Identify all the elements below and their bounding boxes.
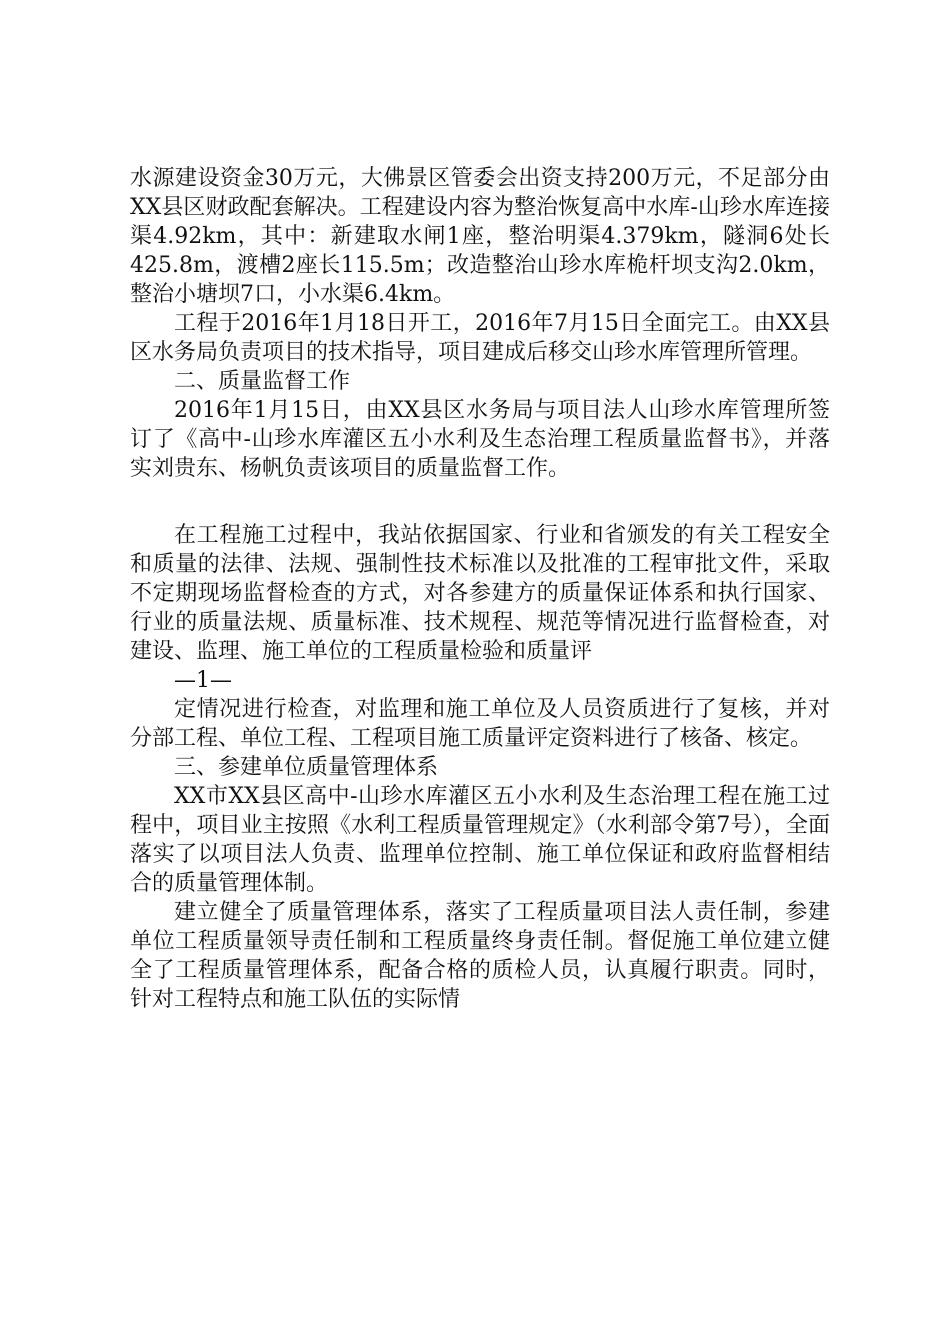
paragraph-management-regulation: XX市XX县区高中-山珍水库灌区五小水利及生态治理工程在施工过程中，项目业主按照《水利工程质量管理规定》（水利部令第7号），全面落实了以项目法人负责、监理单位控制、施工单位保证和政府监督相结合的质量管理体制。 bbox=[130, 784, 830, 896]
paragraph-funding: 水源建设资金30万元，大佛景区管委会出资支持200万元，不足部分由XX县区财政配套解决。工程建设内容为整治恢复高中水库-山珍水库连接渠4.92km，其中：新建取水闸1座，整治明渠4.379km，隧洞6处长425.8m，渡槽2座长115.5m；改造整治山珍水库桅杆坝支沟2.0km，整治小塘坝7口，小水渠6.4km。 bbox=[130, 166, 830, 307]
paragraph-responsibility-system: 建立健全了质量管理体系，落实了工程质量项目法人责任制，参建单位工程质量领导责任制和工程质量终身责任制。督促施工单位建立健全了工程质量管理体系，配备合格的质检人员，认真履行职责。同时，针对工程特点和施工队伍的实际情 bbox=[130, 900, 830, 1012]
section-heading-management-system: 三、参建单位质量管理体系 bbox=[174, 755, 439, 780]
paragraph-schedule: 工程于2016年1月18日开工，2016年7月15日全面完工。由XX县区水务局负责项目的技术指导，项目建成后移交山珍水库管理所管理。 bbox=[130, 311, 830, 365]
page-number: —1— bbox=[174, 668, 232, 693]
paragraph-supervision-agreement: 2016年1月15日，由XX县区水务局与项目法人山珍水库管理所签订了《高中-山珍水库灌区五小水利及生态治理工程质量监督书》，并落实刘贵东、杨帆负责该项目的质量监督工作。 bbox=[130, 398, 830, 481]
paragraph-gap bbox=[130, 483, 830, 521]
section-heading-quality-supervision: 二、质量监督工作 bbox=[174, 369, 351, 394]
paragraph-inspection: 在工程施工过程中，我站依据国家、行业和省颁发的有关工程安全和质量的法律、法规、强制性技术标准以及批准的工程审批文件，采取不定期现场监督检查的方式，对各参建方的质量保证体系和执行国家、行业的质量法规、质量标准、技术规程、规范等情况进行监督检查，对建设、监理、施工单位的工程质量检验和质量评 bbox=[130, 523, 830, 664]
paragraph-inspection-continued: 定情况进行检查，对监理和施工单位及人员资质进行了复核，并对分部工程、单位工程、工程项目施工质量评定资料进行了核备、核定。 bbox=[130, 697, 830, 751]
document-body bbox=[130, 164, 830, 1014]
